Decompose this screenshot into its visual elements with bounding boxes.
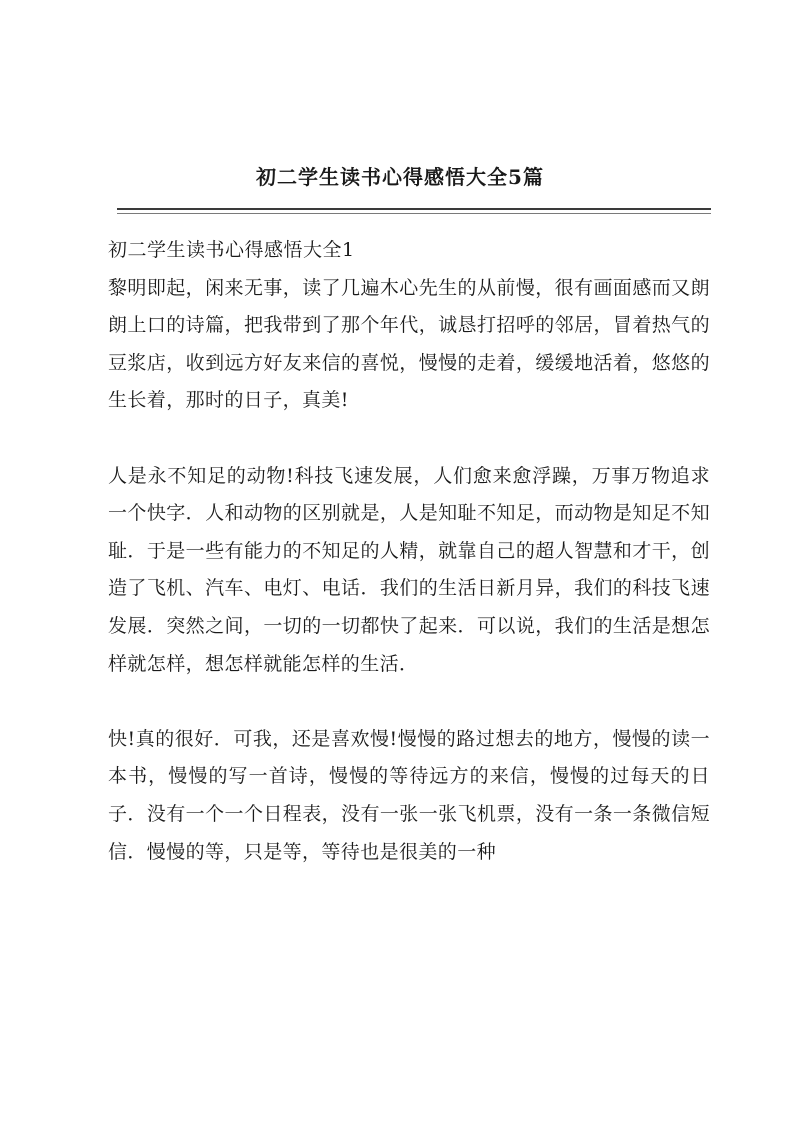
document-title: 初二学生读书心得感悟大全5篇 xyxy=(256,165,544,189)
title-divider-thin xyxy=(117,213,711,214)
paragraph-3: 快!真的很好．可我，还是喜欢慢!慢慢的路过想去的地方，慢慢的读一本书，慢慢的写一首诗，慢慢的等待远方的来信，慢慢的过每天的日子．没有一个一个日程表，没有一张一张飞机票，没有一条一条微信短信．慢慢的等，只是等，等待也是很美的一种 xyxy=(108,727,710,863)
section-heading: 初二学生读书心得感悟大全1 xyxy=(108,239,355,261)
title-divider-thick xyxy=(117,208,711,210)
paragraph-2: 人是永不知足的动物!科技飞速发展，人们愈来愈浮躁，万事万物追求一个快字．人和动物的区别就是，人是知耻不知足，而动物是知足不知耻．于是一些有能力的不知足的人精，就靠自己的超人智慧和才干，创造了飞机、汽车、电灯、电话．我们的生活日新月异，我们的科技飞速发展．突然之间，一切的一切都快了起来．可以说，我们的生活是想怎样就怎样，想怎样就能怎样的生活． xyxy=(108,464,710,675)
document-body xyxy=(108,232,710,909)
paragraph-1: 黎明即起，闲来无事，读了几遍木心先生的从前慢，很有画面感而又朗朗上口的诗篇，把我带到了那个年代，诚恳打招呼的邻居，冒着热气的豆浆店，收到远方好友来信的喜悦，慢慢的走着，缓缓地活着，悠悠的生长着，那时的日子，真美! xyxy=(108,276,710,412)
